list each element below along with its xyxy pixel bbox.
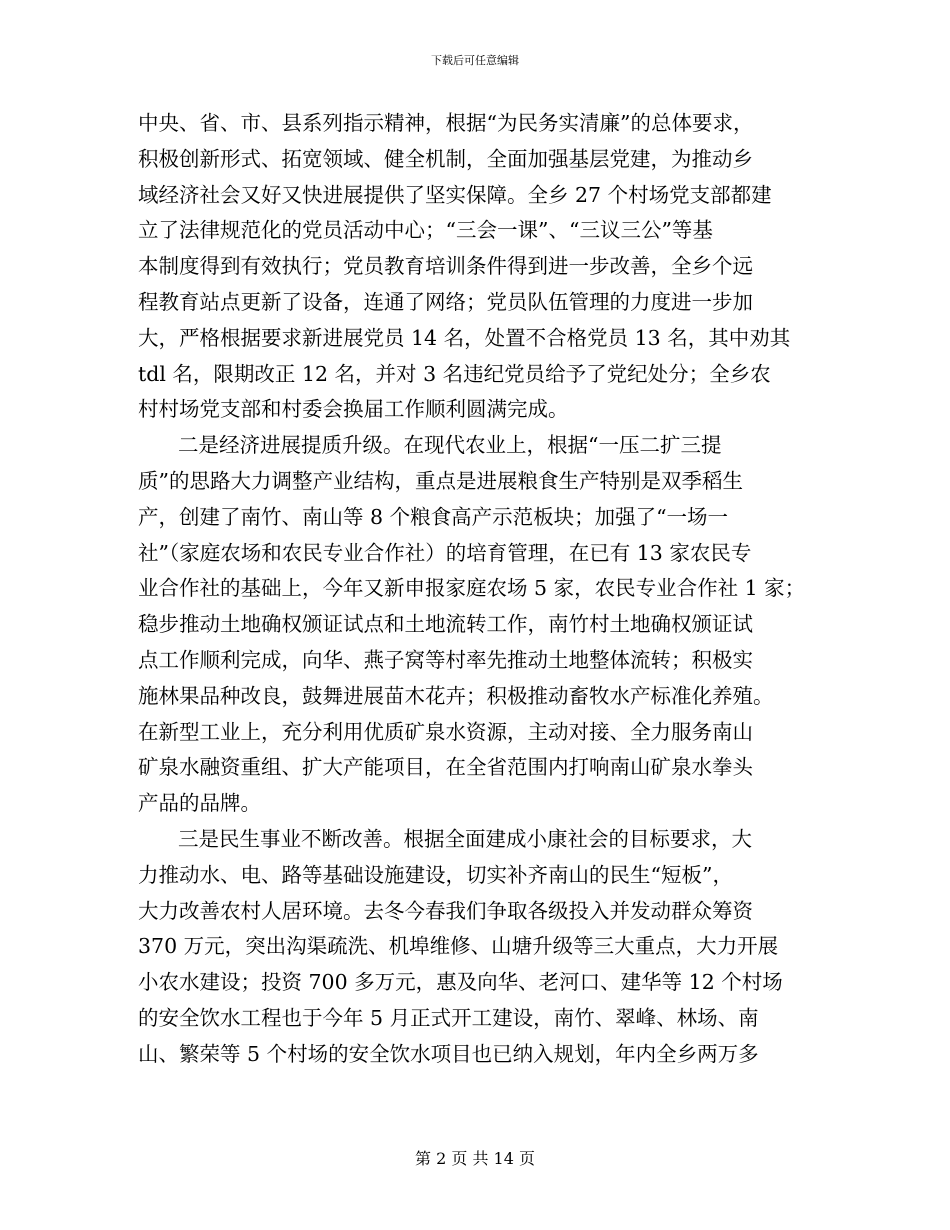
body-line: 程教育站点更新了设备，连通了网络；党员队伍管理的力度进一步加 — [138, 289, 753, 314]
page-header-note: 下载后可任意编辑 — [431, 54, 519, 67]
page-number-footer: 第 2 页 共 14 页 — [415, 1149, 535, 1168]
body-line: 社”（家庭农场和农民专业合作社）的培育管理，在已有 13 家农民专 — [138, 540, 752, 565]
body-line: 的安全饮水工程也于今年 5 月正式开工建设，南竹、翠峰、林场、南 — [138, 1005, 759, 1030]
body-line: 业合作社的基础上，今年又新申报家庭农场 5 家，农民专业合作社 1 家； — [138, 576, 806, 601]
body-line: 产，创建了南竹、南山等 8 个粮食高产示范板块；加强了“一场一 — [138, 504, 729, 529]
body-line: 点工作顺利完成，向华、燕子窝等村率先推动土地整体流转；积极实 — [138, 647, 753, 672]
body-line: 矿泉水融资重组、扩大产能项目，在全省范围内打响南山矿泉水拳头 — [138, 755, 753, 780]
body-line: 本制度得到有效执行；党员教育培训条件得到进一步改善，全乡个远 — [138, 254, 753, 279]
body-line: 大，严格根据要求新进展党员 14 名，处置不合格党员 13 名，其中劝其 — [138, 325, 791, 350]
body-line: 产品的品牌。 — [138, 791, 261, 816]
body-line: 中央、省、市、县系列指示精神，根据“为民务实清廉”的总体要求， — [138, 111, 754, 135]
paragraph-start-line: 二是经济进展提质升级。在现代农业上，根据“一压二扩三提 — [178, 433, 722, 458]
body-line: 质”的思路大力调整产业结构，重点是进展粮食生产特别是双季稻生 — [138, 468, 743, 493]
body-line: 施林果品种改良，鼓舞进展苗木花卉；积极推动畜牧水产标准化养殖。 — [138, 683, 774, 708]
body-line: 村村场党支部和村委会换届工作顺利圆满完成。 — [138, 397, 569, 422]
body-line: 域经济社会又好又快进展提供了坚实保障。全乡 27 个村场党支部都建 — [138, 182, 772, 207]
body-line: 370 万元，突出沟渠疏洗、机埠维修、山塘升级等三大重点，大力开展 — [138, 934, 779, 959]
body-line: tdl 名，限期改正 12 名，并对 3 名违纪党员给予了党纪处分；全乡农 — [138, 361, 771, 386]
body-line: 积极创新形式、拓宽领域、健全机制，全面加强基层党建，为推动乡 — [138, 146, 753, 171]
body-line: 在新型工业上，充分利用优质矿泉水资源，主动对接、全力服务南山 — [138, 719, 753, 744]
paragraph-start-line: 三是民生事业不断改善。根据全面建成小康社会的目标要求，大 — [178, 826, 752, 851]
body-line: 立了法律规范化的党员活动中心；“三会一课”、“三议三公”等基 — [138, 218, 713, 243]
body-line: 稳步推动土地确权颁证试点和土地流转工作，南竹村土地确权颁证试 — [138, 612, 753, 637]
body-line: 小农水建设；投资 700 多万元，惠及向华、老河口、建华等 12 个村场 — [138, 970, 783, 995]
body-line: 力推动水、电、路等基础设施建设，切实补齐南山的民生“短板”， — [138, 862, 733, 887]
body-line: 大力改善农村人居环境。去冬今春我们争取各级投入并发动群众筹资 — [138, 898, 753, 923]
document-body — [138, 106, 838, 1073]
body-line: 山、繁荣等 5 个村场的安全饮水项目也已纳入规划，年内全乡两万多 — [138, 1041, 759, 1066]
